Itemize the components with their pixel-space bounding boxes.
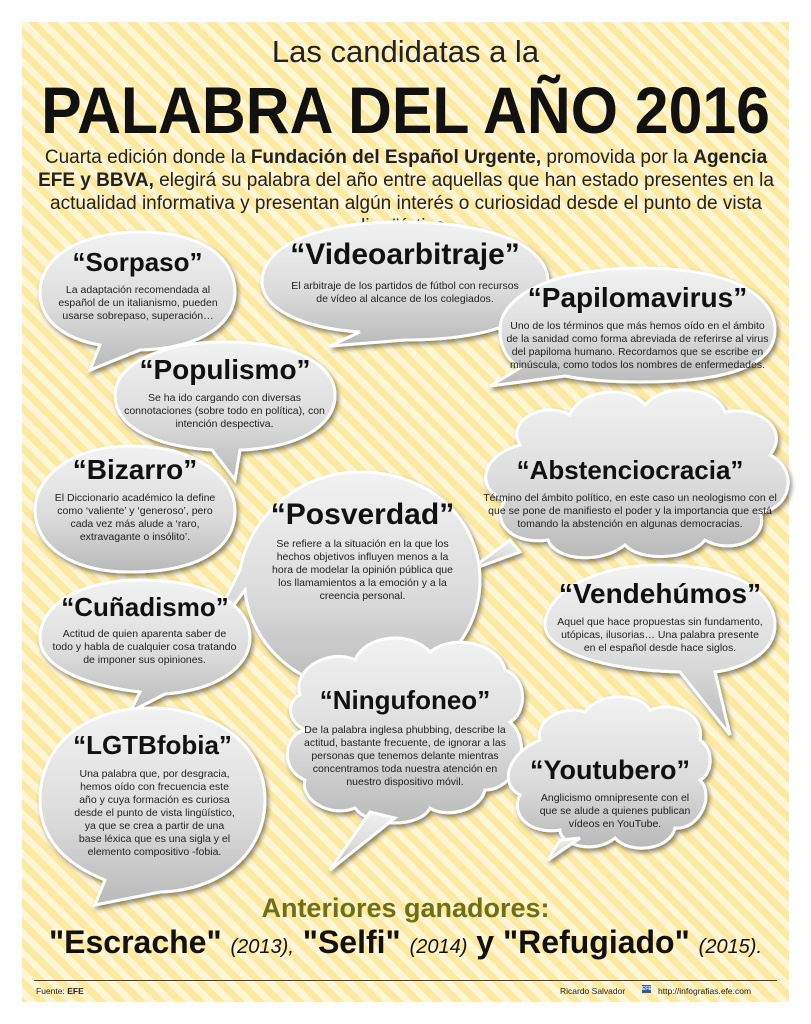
winner-year-2015: (2015).: [698, 936, 763, 958]
word-title-abstenciocracia: “Abstenciocracia”: [516, 455, 744, 485]
word-title-cunadismo: “Cuñadismo”: [61, 592, 229, 622]
footer-source-value: EFE: [67, 986, 84, 996]
intro-text-1: Cuarta edición donde la: [44, 147, 251, 168]
word-desc-bizarro: El Diccionario académico la define como ‘valiente’ y ‘generoso’, pero cada vez más alude a ‘raro, extravagante o insólito’.: [54, 492, 216, 543]
winner-year-2013: (2013),: [230, 936, 294, 958]
word-desc-lgtbfobia: Una palabra que, por desgracia, hemos oído con frecuencia este año y cuya formación es curiosa desde el punto de vista lingüístico, ya que se crea a partir de una base léxica que es una sigla y el elemento compositivo -fobia.: [74, 768, 235, 858]
word-title-youtubero: “Youtubero”: [530, 755, 690, 785]
word-title-posverdad: “Posverdad”: [270, 498, 455, 531]
footer-source: [36, 986, 84, 996]
pre-title: Las candidatas a la: [271, 34, 540, 69]
main-title: PALABRA DEL AÑO 2016: [41, 73, 770, 147]
word-desc-ningufoneo: De la palabra inglesa phubbing, describe la actitud, bastante frecuente, de ignorar a las personas que tenemos delante mientras concentramos toda nuestra atención en nuestro dispositivo móvil.: [304, 724, 506, 788]
word-desc-posverdad: Se refiere a la situación en la que los hechos objetivos influyen menos a la hora de modelar la opinión pública que los llamamientos a la emoción y a la creencia personal.: [272, 538, 453, 602]
word-title-papilomavirus: “Papilomavirus”: [527, 282, 748, 313]
word-title-lgtbfobia: “LGTBfobia”: [73, 730, 232, 760]
word-desc-abstenciocracia: Término del ámbito político, en este caso un neologismo con el que se pone de manifiesto el poder y la importancia que está tomando la abstención en algunas democracias.: [483, 492, 777, 530]
word-desc-populismo: Se ha ido cargando con diversas connotaciones (sobre todo en política), con intención despectiva.: [124, 392, 325, 430]
intro-org-2: Agencia EFE y BBVA,: [38, 147, 768, 191]
footer-divider: [34, 980, 777, 981]
footer-url-link[interactable]: http://infografias.efe.com: [658, 986, 752, 996]
word-title-videoarbitraje: “Videoarbitraje”: [290, 238, 520, 271]
word-title-sorpaso: “Sorpaso”: [72, 247, 203, 277]
word-desc-vendehumos: Aquel que hace propuestas sin fundamento, utópicas, ilusorias… Una palabra presente en el español desde hace siglos.: [557, 616, 763, 654]
word-title-ningufoneo: “Ningufoneo”: [319, 685, 491, 715]
winner-2015: "Refugiado": [502, 924, 690, 960]
footer-author: Ricardo Salvador: [560, 986, 626, 996]
previous-winners-heading: Anteriores ganadores:: [261, 893, 550, 923]
word-desc-videoarbitraje: El arbitraje de los partidos de fútbol con recursos de vídeo al alcance de los colegiados.: [291, 280, 519, 305]
intro-text-3: elegirá su palabra del año entre aquellas que han estado presentes en la actualidad informativa y presentan algún interés o curiosidad desde el punto de vista: [50, 170, 774, 214]
winners-conjunction: y: [476, 924, 495, 960]
winner-2013: "Escrache": [48, 924, 222, 960]
word-title-populismo: “Populismo”: [139, 354, 311, 385]
winner-2014: "Selfi": [302, 924, 401, 960]
word-desc-cunadismo: Actitud de quien aparenta saber de todo y habla de cualquier cosa tratando de imponer sus opiniones.: [52, 628, 237, 666]
word-desc-sorpaso: La adaptación recomendada al español de un italianismo, pueden usarse sobrepaso, superación…: [58, 284, 218, 322]
word-desc-papilomavirus: Uno de los términos que más hemos oído en el ámbito de la sanidad como forma abreviada de referirse al virus del papiloma humano. Recordamos que se escribe en minúscula, como todos los nombres de enfermedades.: [506, 320, 769, 371]
efe-logo-icon: EFE: [642, 986, 652, 992]
intro-org-1: Fundación del Español Urgente,: [250, 147, 542, 168]
word-title-vendehumos: “Vendehúmos”: [558, 578, 762, 609]
footer-source-label: Fuente:: [36, 986, 65, 996]
word-title-bizarro: “Bizarro”: [72, 454, 198, 485]
word-desc-youtubero: Anglicismo omnipresente con el que se alude a quienes publican vídeos en YouTube.: [539, 792, 691, 830]
winner-year-2014: (2014): [409, 936, 468, 958]
previous-winners-list: [0, 924, 811, 961]
intro-text-2: promovida por la: [541, 147, 694, 168]
